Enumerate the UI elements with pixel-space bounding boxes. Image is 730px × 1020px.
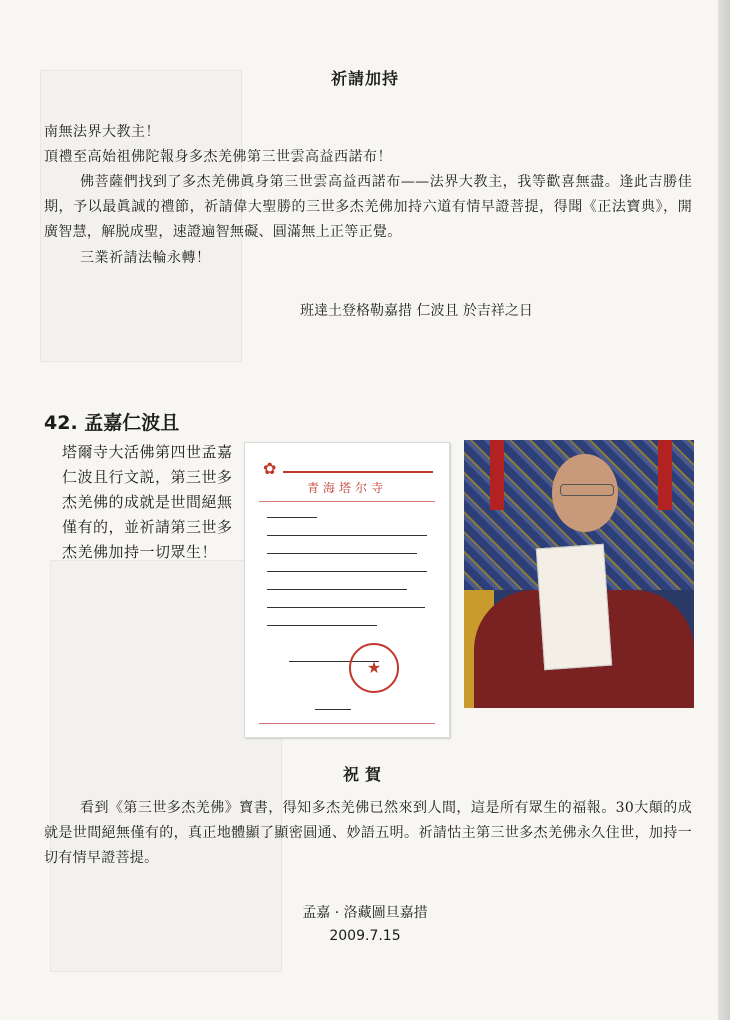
handwriting-line [267, 621, 377, 626]
blessing-signature: 班達土登格勒嘉措 仁波且 於吉祥之日 [300, 303, 533, 319]
handwriting-line [267, 549, 417, 554]
handwriting-line [267, 531, 427, 536]
handwriting-line [315, 705, 351, 710]
curtain [490, 440, 504, 510]
seal-stamp: ★ [349, 643, 399, 693]
handwriting-line [267, 585, 407, 590]
tibetan-header [283, 461, 433, 473]
section-text: 塔爾寺大活佛第四世孟嘉仁波且行文説，第三世多杰羌佛的成就是世間絕無僅有的，並祈請第三世多杰羌佛加持一切眾生！ [62, 443, 233, 561]
handwriting-line [267, 567, 427, 572]
congrats-title: 祝賀 [342, 765, 387, 784]
curtain [658, 440, 672, 510]
emblem-icon: ✿ [263, 459, 277, 478]
letter-image [244, 442, 450, 738]
handwriting-line [267, 513, 317, 518]
lama-photo [464, 440, 694, 708]
congrats-body: 看到《第三世多杰羌佛》寶書，得知多杰羌佛已然來到人間，這是所有眾生的福報。30大顛的成就是世間絕無僅有的，真正地體顯了顯密圓通、妙語五明。祈請怙主第三世多杰羌佛永久住世，加持一切有情早證菩提。 [44, 800, 692, 866]
congrats-date: 2009.7.15 [329, 928, 401, 944]
blessing-title: 祈請加持 [330, 69, 399, 88]
letter-header: 青海塔尔寺 [306, 481, 387, 495]
held-letter [536, 544, 612, 670]
handwriting-line [267, 603, 425, 608]
invocation-line-1: 南無法界大教主！ [44, 124, 160, 140]
congrats-signature: 孟嘉 · 洛藏圖旦嘉措 [302, 905, 428, 921]
letter-rule [259, 723, 435, 724]
blessing-closing: 三業祈請法輪永轉！ [80, 250, 211, 266]
blessing-body: 佛菩薩們找到了多杰羌佛眞身第三世雲高益西諾布——法界大教主，我等歡喜無盡。逢此吉勝佳期，予以最眞誠的禮節，祈請偉大聖勝的三世多杰羌佛加持六道有情早證菩提，得聞《正法寶典》，開廣智慧，解脱成聖，速證遍智無礙、圓滿無上正等正覺。 [44, 174, 692, 240]
section-heading: 42. 孟嘉仁波且 [44, 412, 180, 434]
page-edge [718, 0, 730, 1020]
letter-rule [259, 501, 435, 502]
glasses [560, 484, 614, 496]
invocation-line-2: 頂禮至高始祖佛陀報身多杰羌佛第三世雲高益西諾布！ [44, 149, 392, 165]
